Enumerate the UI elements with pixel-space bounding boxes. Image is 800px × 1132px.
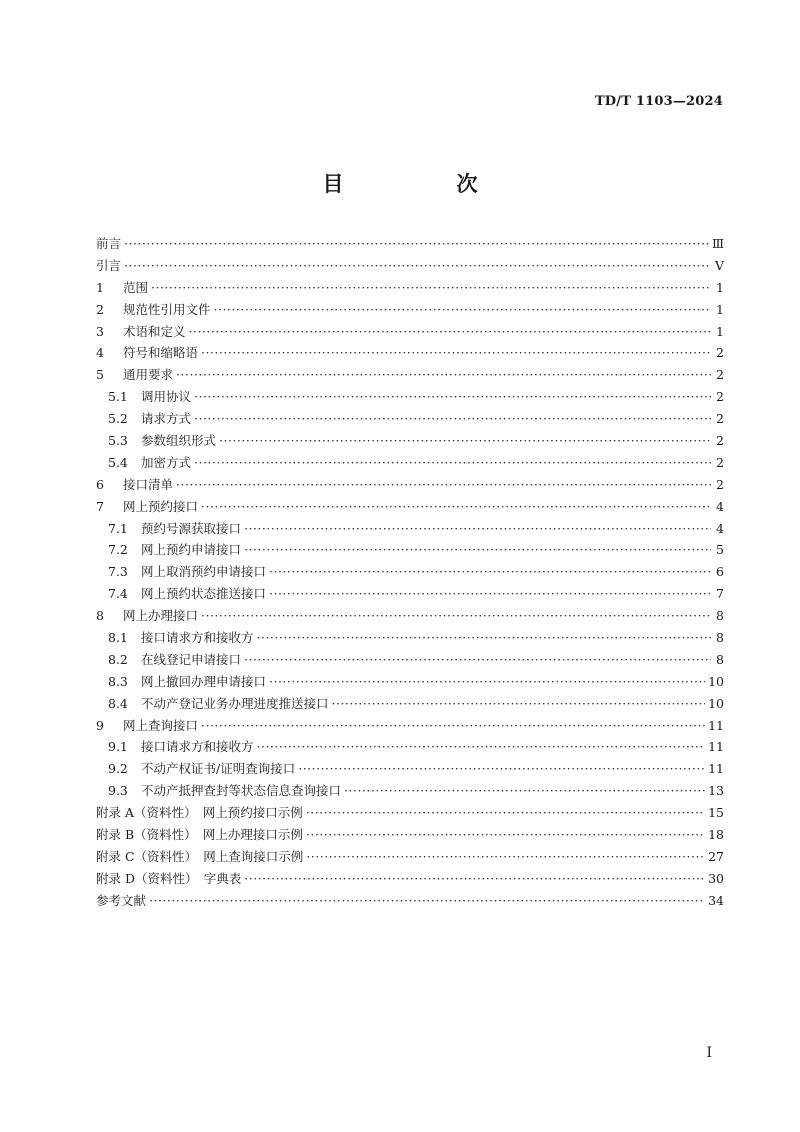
toc-entry-page: 15: [708, 805, 724, 821]
toc-entry-number: 7.3: [108, 564, 128, 580]
toc-entry[interactable]: [96, 736, 724, 758]
toc-entry-page: 2: [716, 476, 724, 492]
toc-entry-page: 4: [716, 498, 724, 514]
toc-entry[interactable]: [96, 583, 724, 605]
toc-entry-title: 引言: [96, 257, 122, 273]
toc-entry[interactable]: [96, 255, 724, 277]
toc-entry-page: 10: [708, 673, 724, 689]
toc-entry[interactable]: [96, 890, 724, 912]
toc-entry-page: 10: [708, 695, 724, 711]
toc-dot-leader: [257, 627, 711, 649]
toc-entry[interactable]: [96, 342, 724, 364]
toc-dot-leader: [201, 715, 705, 737]
toc-entry-number: 2: [96, 301, 104, 317]
toc-entry-number: 8.2: [108, 651, 128, 667]
toc-entry-number: 7.4: [108, 586, 128, 602]
toc-entry-page: 1: [716, 301, 724, 317]
toc-entry[interactable]: [96, 364, 724, 386]
toc-entry-title: 附录 A（资料性） 网上预约接口示例: [96, 805, 303, 821]
toc-entry[interactable]: [96, 605, 724, 627]
toc-entry-title: 接口请求方和接收方: [141, 739, 254, 755]
toc-entry-title: 符号和缩略语: [123, 345, 199, 361]
toc-entry-number: 9.2: [108, 761, 128, 777]
toc-entry-number: 9.3: [108, 783, 128, 799]
toc-entry-number: 8.3: [108, 673, 128, 689]
toc-entry-page: Ⅴ: [714, 257, 724, 273]
toc-entry-title: 预约号源获取接口: [141, 520, 242, 536]
toc-dot-leader: [306, 846, 705, 868]
page-number: I: [706, 1045, 712, 1061]
toc-entry-number: 1: [96, 279, 104, 295]
toc-dot-leader: [244, 518, 711, 540]
toc-dot-leader: [214, 299, 711, 321]
toc-entry-page: 8: [716, 608, 724, 624]
toc-entry-title: 术语和定义: [123, 323, 186, 339]
toc-entry-number: 5.1: [108, 389, 128, 405]
toc-entry[interactable]: [96, 780, 724, 802]
toc-dot-leader: [176, 364, 711, 386]
toc-entry-title: 附录 B（资料性） 网上办理接口示例: [96, 827, 303, 843]
toc-dot-leader: [298, 758, 705, 780]
toc-entry-page: 11: [708, 717, 724, 733]
toc-entry[interactable]: [96, 452, 724, 474]
toc-entry[interactable]: [96, 824, 724, 846]
toc-entry-number: 5.3: [108, 433, 128, 449]
toc-entry-page: 18: [708, 827, 724, 843]
toc-entry-page: 2: [716, 454, 724, 470]
toc-entry-title: 附录 D（资料性） 字典表: [96, 870, 242, 886]
toc-entry-title: 不动产登记业务办理进度推送接口: [141, 695, 329, 711]
toc-entry-number: 8.1: [108, 630, 128, 646]
toc-entry-page: 11: [708, 761, 724, 777]
toc-dot-leader: [244, 868, 705, 890]
toc-entry-title: 请求方式: [141, 411, 192, 427]
toc-entry-number: 7.1: [108, 520, 128, 536]
toc-dot-leader: [194, 452, 711, 474]
toc-dot-leader: [306, 824, 705, 846]
toc-entry[interactable]: [96, 233, 724, 255]
toc-entry-page: 1: [716, 323, 724, 339]
toc-dot-leader: [219, 430, 711, 452]
toc-entry[interactable]: [96, 408, 724, 430]
toc-entry[interactable]: [96, 430, 724, 452]
toc-entry-title: 不动产抵押查封等状态信息查询接口: [141, 783, 342, 799]
toc-entry-page: 27: [708, 848, 724, 864]
toc-entry[interactable]: [96, 277, 724, 299]
toc-entry[interactable]: [96, 846, 724, 868]
toc-entry-number: 8.4: [108, 695, 128, 711]
toc-dot-leader: [124, 233, 709, 255]
toc-entry-title: 参考文献: [96, 892, 147, 908]
toc-entry-title: 网上取消预约申请接口: [141, 564, 267, 580]
toc-dot-leader: [344, 780, 705, 802]
toc-entry-title: 参数组织形式: [141, 433, 217, 449]
toc-entry-number: 3: [96, 323, 104, 339]
toc-entry-number: 6: [96, 476, 104, 492]
toc-dot-leader: [194, 386, 711, 408]
toc-dot-leader: [201, 605, 711, 627]
toc-entry[interactable]: [96, 802, 724, 824]
toc-entry-page: 4: [716, 520, 724, 536]
toc-dot-leader: [332, 693, 706, 715]
toc-entry[interactable]: [96, 496, 724, 518]
toc-dot-leader: [244, 649, 711, 671]
toc-entry-page: 2: [716, 411, 724, 427]
toc-entry-page: 2: [716, 345, 724, 361]
toc-entry-title: 通用要求: [123, 367, 174, 383]
toc-dot-leader: [151, 277, 711, 299]
toc-entry[interactable]: [96, 649, 724, 671]
toc-dot-leader: [201, 496, 711, 518]
toc-entry-title: 网上撤回办理申请接口: [141, 673, 267, 689]
toc-dot-leader: [194, 408, 711, 430]
toc-entry[interactable]: [96, 518, 724, 540]
toc-entry-page: 2: [716, 389, 724, 405]
toc-entry-page: Ⅲ: [711, 236, 724, 251]
toc-entry-page: 8: [716, 630, 724, 646]
toc-title: 目 次: [322, 172, 524, 196]
toc-entry-number: 5.2: [108, 411, 128, 427]
toc-entry-number: 7.2: [108, 542, 128, 558]
toc-entry[interactable]: [96, 321, 724, 343]
toc-entry-title: 规范性引用文件: [123, 301, 211, 317]
toc-entry-page: 5: [716, 542, 724, 558]
toc-dot-leader: [306, 802, 705, 824]
toc-dot-leader: [124, 255, 711, 277]
toc-entry-title: 网上办理接口: [123, 608, 199, 624]
toc-entry[interactable]: [96, 386, 724, 408]
toc-entry-title: 附录 C（资料性） 网上查询接口示例: [96, 848, 304, 864]
toc-entry-number: 5: [96, 367, 104, 383]
toc-dot-leader: [269, 561, 711, 583]
toc-entry-page: 2: [716, 367, 724, 383]
toc-entry-number: 4: [96, 345, 104, 361]
toc-entry-page: 1: [716, 279, 724, 295]
toc-entry[interactable]: [96, 561, 724, 583]
toc-dot-leader: [176, 474, 711, 496]
toc-entry-page: 30: [708, 870, 724, 886]
toc-dot-leader: [269, 671, 705, 693]
toc-entry-title: 调用协议: [141, 389, 192, 405]
toc-dot-leader: [201, 342, 711, 364]
standard-code: TD/T 1103—2024: [594, 94, 723, 109]
toc-entry[interactable]: [96, 715, 724, 737]
toc-entry-page: 11: [708, 739, 724, 755]
table-of-contents: [96, 233, 724, 912]
toc-entry-title: 网上查询接口: [123, 717, 199, 733]
toc-entry[interactable]: [96, 539, 724, 561]
toc-entry-page: 6: [716, 564, 724, 580]
toc-entry-page: 34: [708, 892, 724, 908]
toc-entry-title: 前言: [96, 236, 122, 251]
toc-entry-number: 5.4: [108, 454, 128, 470]
toc-entry[interactable]: [96, 299, 724, 321]
toc-entry-number: 9.1: [108, 739, 128, 755]
toc-entry-page: 13: [708, 783, 724, 799]
toc-entry-title: 范围: [123, 279, 149, 295]
toc-dot-leader: [149, 890, 705, 912]
toc-entry-title: 接口请求方和接收方: [141, 630, 254, 646]
toc-entry-title: 网上预约申请接口: [141, 542, 242, 558]
toc-dot-leader: [257, 736, 706, 758]
toc-entry[interactable]: [96, 758, 724, 780]
toc-entry[interactable]: [96, 627, 724, 649]
toc-entry-title: 加密方式: [141, 454, 192, 470]
toc-entry[interactable]: [96, 474, 724, 496]
toc-entry-number: 9: [96, 717, 104, 733]
toc-entry-number: 7: [96, 498, 104, 514]
toc-entry[interactable]: [96, 693, 724, 715]
toc-entry-number: 8: [96, 608, 104, 624]
toc-entry-title: 网上预约状态推送接口: [141, 586, 267, 602]
toc-entry[interactable]: [96, 671, 724, 693]
toc-entry-title: 不动产权证书/证明查询接口: [141, 761, 296, 777]
toc-dot-leader: [269, 583, 711, 605]
toc-entry-title: 接口清单: [123, 476, 174, 492]
toc-dot-leader: [244, 539, 711, 561]
toc-dot-leader: [189, 321, 711, 343]
toc-entry-page: 8: [716, 651, 724, 667]
toc-entry[interactable]: [96, 868, 724, 890]
toc-entry-page: 2: [716, 433, 724, 449]
toc-entry-page: 7: [716, 586, 724, 602]
toc-entry-title: 在线登记申请接口: [141, 651, 242, 667]
toc-entry-title: 网上预约接口: [123, 498, 199, 514]
